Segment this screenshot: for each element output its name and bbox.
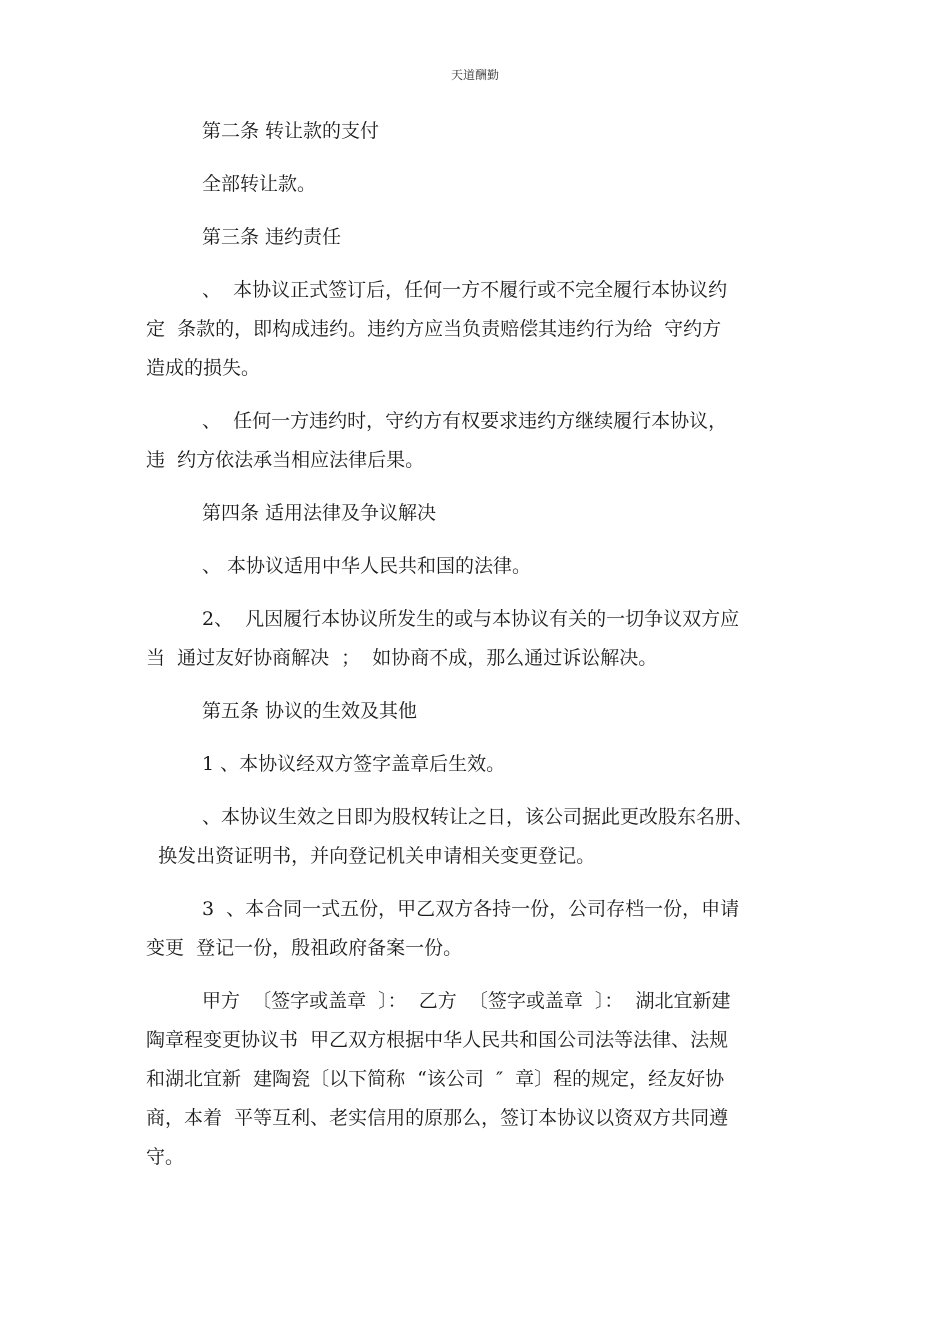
text-line: 、 本协议正式签订后，任何一方不履行或不完全履行本协议约 [202,279,728,301]
clause-law-1: 、 本协议适用中华人民共和国的法律。 [202,555,532,577]
signature-preamble [146,982,816,1177]
text-line: 、本协议生效之日即为股权转让之日，该公司据此更改股东名册、 [202,806,754,828]
text-line: 2、 凡因履行本协议所发生的或与本协议有关的一切争议双方应 [202,608,740,630]
article-4-heading: 第四条 适用法律及争议解决 [202,502,437,524]
text-line: 造成的损失。 [146,357,261,379]
text-line: 和湖北宜新 建陶瓷〔以下简称 “该公司 ″ 章〕程的规定，经友好协 [146,1068,725,1090]
article-5-heading: 第五条 协议的生效及其他 [202,700,418,722]
paragraph-payment: 全部转让款。 [202,173,317,195]
clause-effect-3 [146,890,816,968]
text-line: 、 任何一方违约时，守约方有权要求违约方继续履行本协议， [202,410,728,432]
clause-breach-1 [146,271,816,388]
text-line: 定 条款的，即构成违约。违约方应当负责赔偿其违约行为给 守约方 [146,318,722,340]
text-line: 变更 登记一份，殷祖政府备案一份。 [146,937,463,959]
text-line: 3 、本合同一式五份，甲乙双方各持一份，公司存档一份，申请 [202,898,740,920]
article-2-heading: 第二条 转让款的支付 [202,120,380,142]
page-header: 天道酬勤 [450,68,499,82]
clause-breach-2 [146,402,816,480]
clause-effect-1: 1 、本协议经双方签字盖章后生效。 [202,753,506,775]
text-line: 守。 [146,1146,185,1168]
article-3-heading: 第三条 违约责任 [202,226,342,248]
text-line: 换发出资证明书，并向登记机关申请相关变更登记。 [146,845,596,867]
text-line: 陶章程变更协议书 甲乙双方根据中华人民共和国公司法等法律、法规 [146,1029,729,1051]
document-body [146,112,816,1191]
text-line: 当 通过友好协商解决 ； 如协商不成，那么通过诉讼解决。 [146,647,658,669]
text-line: 甲方 〔签字或盖章 〕： 乙方 〔签字或盖章 〕： 湖北宜新建 [202,990,731,1012]
text-line: 违 约方依法承当相应法律后果。 [146,449,425,471]
clause-law-2 [146,600,816,678]
text-line: 商，本着 平等互利、老实信用的原那么，签订本协议以资双方共同遵 [146,1107,729,1129]
clause-effect-2 [146,798,816,876]
